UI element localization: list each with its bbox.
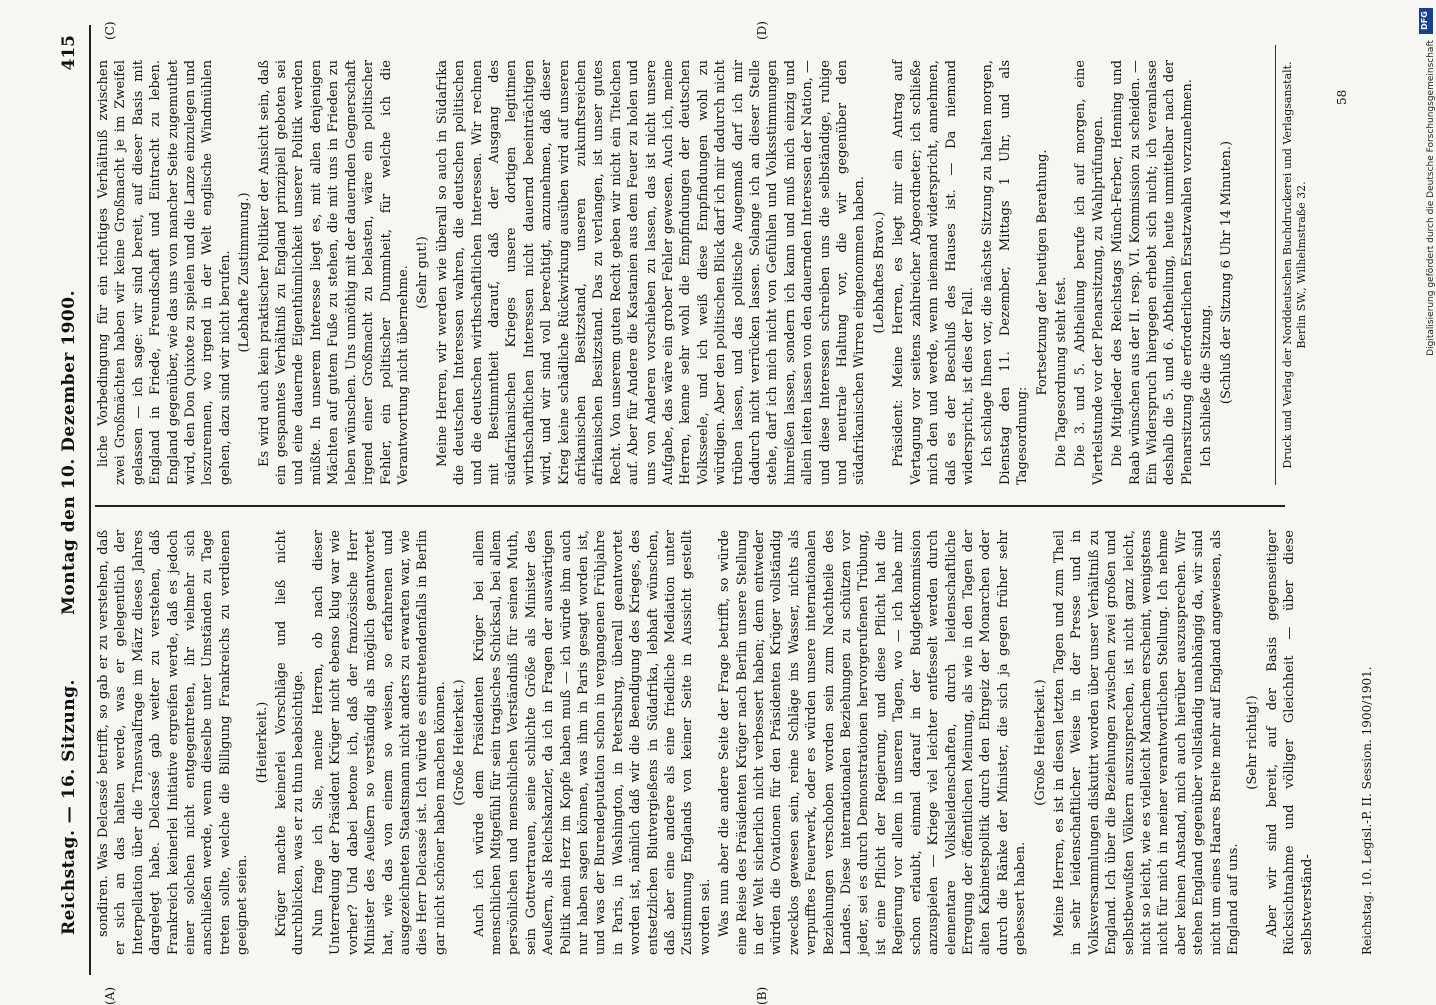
page-header [55,25,89,975]
left-column [95,530,1355,955]
paragraph: Ich schließe die Sitzung. [1199,304,1215,467]
printer-rule [1275,45,1276,485]
reaction-note: (Lebhafte Zustimmung.) [237,192,253,353]
printer-imprint: Druck und Verlag der Norddeutschen Buchdruckerei und Verlagsanstalt. Berlin SW., Wilhelmstraße 32. [1281,61,1308,469]
footer-session: Reichstag. 10. Legisl.-P. II. Session. 1900/1901. [1360,666,1374,955]
paragraph: Meine Herren, es ist in diesen letzten Tagen und zum Theil in sehr leidenschaftlicher Weise in der Presse und in Volksversammlungen diskutirt worden über unser Verhältniß zu England. Ich über die Beziehungen zwischen zwei großen und selbstbewußten Völkern auszusprechen, ist nicht ganz leicht, nicht so leicht, wie es vielleicht Manchem erscheint, wenigstens nicht für mich in meiner verantwortlichen Stellung. Ich nehme aber keinen Anstand, mich auch hierüber auszusprechen. Wir stehen England gegenüber vollständig unabhängig da, wir sind nicht um eines Haares Breite mehr auf England angewiesen, als England auf uns. [1051,530,1241,955]
paragraph: Krüger machte keinerlei Vorschläge und ließ nicht durchblicken, was er zu thun beabsichtige. [274,530,307,955]
reaction-note: Fortsetzung der heutigen Berathung. [1034,149,1050,396]
paragraph: Die 3. und 5. Abtheilung berufe ich auf morgen, eine Viertelstunde vor der Plenarsitzung, zu Wahlprüfungen. [1073,60,1106,485]
reaction-note: (Schluß der Sitzung 6 Uhr 14 Minuten.) [1218,140,1234,405]
paragraph: Aber wir sind bereit, auf der Basis gegenseitiger Rücksichtnahme und völliger Gleichheit — über diese selbstverständ- [1264,530,1315,955]
header-date: Montag den 10. Dezember 1900. [59,290,79,615]
column-divider [95,506,1285,508]
reaction-note: (Lebhaftes Bravo.) [871,211,887,334]
paragraph: liche Vorbedingung für ein richtiges Verhältniß zwischen zwei Großmächten haben wir keine Großmacht je im Zweifel gelassen — ich sage: wir sind bereit, auf dieser Basis mit England in Friede, Freundschaft und Eintracht zu leben. England gegenüber, wie das uns von mancher Seite zugemuthet wird, den Don Quixote zu spielen und die Lanze einzulegen und loszurennen, wo irgend in der Welt englische Windmühlen gehen, dazu sind wir nicht berufen. [96,60,233,485]
marker-b: (B) [755,986,769,1005]
reaction-note: (Heiterkeit.) [254,701,270,784]
page-number: 415 [59,35,79,71]
reaction-note: (Sehr gut!) [415,236,431,309]
paragraph: Die Tagesordnung steht fest. [1053,276,1069,467]
marker-c: (C) [103,21,117,40]
paragraph: Auch ich würde dem Präsidenten Krüger bei allem menschlichen Mitgefühl für sein tragisches Schicksal, bei allem persönlichen und menschlichen Verständniß für seinen Muth, sein Gottvertrauen, seine schlichte Größe als Minister des Aeußern, als Reichskanzler, da ich in Fragen der auswärtigen Politik mein Herz im Kopfe haben muß — ich würde ihm auch nur haben sagen können, was ihm in Paris gesagt worden ist, und was der Burendeputation schon in vergangenen Frühjahre in Paris, in Washington, in Petersburg, überall geantwortet worden ist, nämlich daß wir die Beendigung des Krieges, des entsetzlichen Blutvergießens in Südafrika, lebhaft wünschen, daß aber eine andere als eine friedliche Mediation unter Zustimmung Englands von keiner Seite in Aussicht gestellt worden sei. [471,530,713,955]
reaction-note: (Große Heiterkeit.) [452,679,468,806]
paragraph: Die Mitglieder des Reichstags Münch-Ferber, Henning und Raab wünschen aus der II. resp. VI. Kommission zu scheiden. — Ein Widerspruch hiergegen erhebt sich nicht; ich veranlasse deshalb die 5. und 6. Abtheilung, heute unmittelbar nach der Plenarsitzung die erforderlichen Ersatzwahlen vorzunehmen. [1110,60,1195,485]
marker-a: (A) [103,986,117,1005]
paragraph: Es wird auch kein praktischer Politiker der Ansicht sein, daß ein gespanntes Verhältniß zu England prinzipiell geboten sei und eine dauernde Eigenthümlichkeit unserer Politik werden müßte. In unserem Interesse liegt es, mit allen denjenigen Mächten auf gutem Fuße zu stehen, die mit uns in Frieden zu leben wünschen. Uns unnöthig mit der dauernden Gegnerschaft irgend einer Großmacht zu belasten, wäre ein politischer Fehler, ein politischer Dummheit, für welche ich die Verantwortung nicht übernehme. [256,60,411,485]
reaction-note: (Sehr richtig!) [1245,695,1261,790]
marker-d: (D) [755,21,769,40]
paragraph: Was nun aber die andere Seite der Frage betrifft, so würde eine Reise des Präsidenten Krüger nach Berlin unsere Stellung in der Welt sicherlich nicht verbessert haben; denn entweder würden die Ovationen für den Präsidenten Krüger vollständig zwecklos gewesen sein, reine Schläge ins Wasser, nichts als verpufftes Feuerwerk, oder es würden unsere internationalen Beziehungen verschoben worden sein zum Nachtheile des Landes. Diese internationalen Beziehungen zu schützen vor jeder, sei es durch Demonstrationen hervorgerufenen Trübung, ist eine Pflicht der Regierung, und diese Pflicht hat die Regierung vor allem in unseren Tagen, wo — ich habe mir schon erlaubt, einmal darauf in der Budgetkommission anzuspielen — Kriege viel leichter entfesselt werden durch elementare Volksleidenschaften, durch leidenschaftliche Erregung der öffentlichen Meinung, als wie in den Tagen der alten Kabinetspolitik durch den Ehrgeiz der Monarchen oder durch die Ränke der Minister, die sich ja gegen früher sehr gebessert haben. [717,530,1029,955]
paragraph: Nun frage ich Sie, meine Herren, ob nach dieser Unterredung der Präsident Krüger nicht ebenso klug war wie vorher? Und dabei betone ich, daß der französische Herr Minister des Aeußern so verständig als möglich geantwortet hat, wie das von einem so weisen, so erfahrenen und ausgezeichneten Staatsmann nicht anders zu erwarten war, wie dies Herr Delcassé ist. Ich würde es eintretendenfalls in Berlin gar nicht schöner haben machen können. [310,530,448,955]
paragraph: Meine Herren, wir werden wie überall so auch in Südafrika die deutschen Interessen wahren, die deutschen politischen und die deutschen wirthschaftlichen Interessen. Wir rechnen mit Bestimmtheit darauf, daß der Ausgang des südafrikanischen Krieges unsere dortigen legitimen wirthschaftlichen Interessen nicht dauernd beeinträchtigen wird, und wir sind voll berechtigt, anzunehmen, daß dieser Krieg keine schädliche Rückwirkung ausüben wird auf unseren afrikanischen Besitzstand, unseren zukunftsreichen afrikanischen Besitzstand. Das zu verlangen, ist unser gutes Recht. Von unserem guten Recht geben wir nicht ein Titelchen auf. Aber für Andere die Kastanien aus dem Feuer zu holen und uns von Anderen vorschieben zu lassen, das ist nicht unsere Aufgabe, das wäre ein grober Fehler gewesen. Auch ich, meine Herren, kenne sehr wohl die Empfindungen der deutschen Volksseele, und ich weiß diese Empfindungen wohl zu würdigen. Aber den politischen Blick darf ich mir dadurch nicht trüben lassen, und das politische Augenmaß darf ich mir dadurch nicht verrücken lassen. Solange ich an dieser Stelle stehe, darf ich mich nicht von Gefühlen und Volksstimmungen hinreißen lassen, sondern ich kann und muß mich einzig und allein leiten lassen von den dauernden Interessen der Nation, — und diese Interessen schreiben uns die selbständige, ruhige und neutrale Haltung vor, die wir gegenüber den südafrikanischen Wirren eingenommen haben. [434,60,868,485]
sheet-number: 58 [1335,89,1349,105]
reaction-note: (Große Heiterkeit.) [1032,679,1048,806]
header-rule [89,25,91,975]
dfg-badge-text: DFG [1419,11,1429,30]
header-left: Reichstag. — 16. Sitzung. [59,679,79,935]
rotated-page [55,21,1395,1005]
dfg-credit: Digitalisierung gefördert durch die Deutsche Forschungsgemeinschaft [1426,40,1436,356]
paragraph: Ich schlage Ihnen vor, die nächste Sitzung zu halten morgen, Dienstag den 11. Dezember, Mittags 1 Uhr, und als Tagesordnung: [980,60,1031,485]
dfg-logo-icon [1419,8,1433,34]
paragraph: sondiren. Was Delcassé betrifft, so gab er zu verstehen, daß er sich an das halten werde, was er gelegentlich der Interpellation über die Transvaalfrage im März dieses Jahres dargelegt habe. Delcassé gab weiter zu verstehen, daß Frankreich keinerlei Initiative ergreifen werde, daß es jedoch einer solchen nicht entgegentreten, ihr vielmehr sich anschließen werde, wenn dieselbe unter Umständen zu Tage treten sollte, welche die Billigung Frankreichs zu verdienen geeignet seien. [96,530,251,955]
right-column [95,60,1355,485]
paragraph: Präsident: Meine Herren, es liegt mir ein Antrag auf Vertagung vor seitens zahlreicher Abgeordneter; ich schließe mich den und werde, wenn niemand widerspricht, annehmen, daß es der Beschluß des Hauses ist. — Da niemand widerspricht, ist dies der Fall. [891,60,976,485]
